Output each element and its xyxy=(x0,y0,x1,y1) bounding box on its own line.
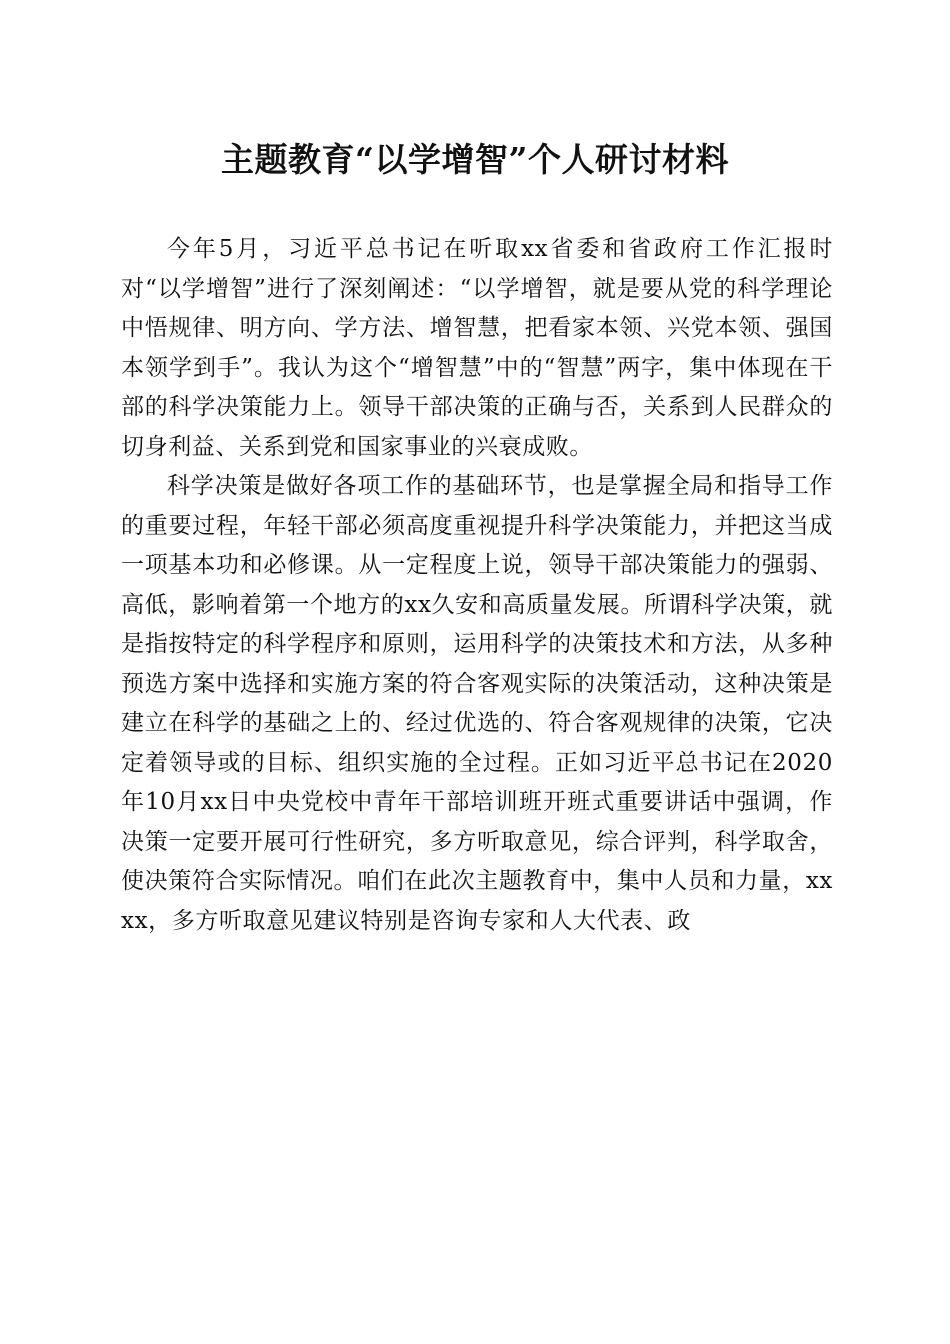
document-title: 主题教育“以学增智”个人研讨材料 xyxy=(221,140,729,179)
paragraph-2: 科学决策是做好各项工作的基础环节，也是掌握全局和指导工作的重要过程，年轻干部必须高度重视提升科学决策能力，并把这当成一项基本功和必修课。从一定程度上说，领导干部决策能力的强弱、高低，影响着第一个地方的xx久安和高质量发展。所谓科学决策，就是指按特定的科学程序和原则，运用科学的决策技术和方法，从多种预选方案中选择和实施方案的符合客观实际的决策活动，这种决策是建立在科学的基础之上的、经过优选的、符合客观规律的决策，它决定着领导或的目标、组织实施的全过程。正如习近平总书记在2020年10月xx日中央党校中青年干部培训班开班式重要讲话中强调，作决策一定要开展可行性研究，多方听取意见，综合评判，科学取舍，使决策符合实际情况。咱们在此次主题教育中，集中人员和力量，xxxx，多方听取意见建议特别是咨询专家和人大代表、政 xyxy=(121,473,833,934)
document-body xyxy=(121,230,833,941)
paragraph-1: 今年5月，习近平总书记在听取xx省委和省政府工作汇报时对“以学增智”进行了深刻阐述：“以学增智，就是要从党的科学理论中悟规律、明方向、学方法、增智慧，把看家本领、兴党本领、强国本领学到手”。我认为这个“增智慧”中的“智慧”两字，集中体现在干部的科学决策能力上。领导干部决策的正确与否，关系到人民群众的切身利益、关系到党和国家事业的兴衰成败。 xyxy=(121,236,833,460)
